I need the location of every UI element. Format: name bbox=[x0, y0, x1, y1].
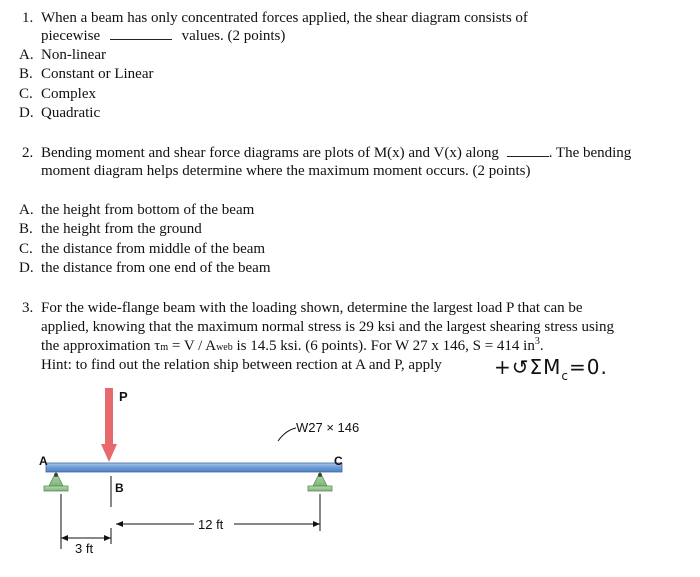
dimension-3ft-label: 3 ft bbox=[75, 541, 94, 556]
q1-line1: When a beam has only concentrated forces applied, the shear diagram consists of bbox=[41, 10, 528, 26]
beam bbox=[46, 463, 342, 472]
q1-option-a-text: Non-linear bbox=[41, 47, 106, 63]
q2-number: 2. bbox=[22, 145, 34, 161]
q1-option-c-letter: C. bbox=[19, 86, 33, 102]
q1-line2-start: piecewise bbox=[41, 28, 101, 44]
dim-12ft-arrow-right bbox=[313, 521, 320, 527]
handwritten-moment-equation bbox=[494, 355, 608, 383]
support-a-pin bbox=[44, 472, 68, 491]
q1-option-c-text: Complex bbox=[41, 86, 96, 102]
q1-option-a-letter: A. bbox=[19, 47, 34, 63]
q3-hint: Hint: to find out the relation ship between rection at A and P, apply bbox=[41, 357, 442, 373]
section-leader-line bbox=[278, 428, 296, 441]
q3-line3 bbox=[41, 337, 544, 357]
section-label: W27 × 146 bbox=[296, 420, 360, 435]
q1-answer-blank[interactable] bbox=[110, 27, 172, 40]
handwritten-main: +↺ΣM bbox=[494, 355, 562, 379]
q3-line1: For the wide-flange beam with the loading shown, determine the largest load P that can be bbox=[41, 300, 583, 316]
q2-line2: moment diagram helps determine where the maximum moment occurs. (2 points) bbox=[41, 163, 531, 179]
q1-option-b-letter: B. bbox=[19, 66, 33, 82]
q1-option-b-text: Constant or Linear bbox=[41, 66, 154, 82]
q2-option-d-letter: D. bbox=[19, 260, 34, 276]
dimension-12ft-label: 12 ft bbox=[198, 517, 224, 532]
q3-line3-b: = V / A bbox=[168, 338, 217, 354]
q2-option-c-letter: C. bbox=[19, 241, 33, 257]
dim-3ft-arrow-left bbox=[61, 535, 68, 541]
handwritten-sub: c bbox=[561, 369, 570, 383]
q2-line1 bbox=[41, 144, 631, 162]
support-c-label: C bbox=[334, 454, 343, 468]
q3-line2: applied, knowing that the maximum normal stress is 29 ksi and the largest shearing stress using bbox=[41, 319, 614, 335]
q2-line1-end: . The bending bbox=[548, 145, 632, 161]
point-b-label: B bbox=[115, 481, 124, 495]
q3-line3-sub2: web bbox=[216, 342, 233, 353]
q3-number: 3. bbox=[22, 300, 34, 316]
q2-option-c-text: the distance from middle of the beam bbox=[41, 241, 266, 257]
q1-number: 1. bbox=[22, 10, 34, 26]
q2-answer-blank[interactable] bbox=[507, 144, 549, 157]
load-label-p: P bbox=[119, 389, 128, 404]
q2-option-a-text: the height from bottom of the beam bbox=[41, 202, 255, 218]
q3-line3-a: the approximation τ bbox=[41, 338, 161, 354]
q3-line3-c: is 14.5 ksi. (6 points). For W 27 x 146, S = 414 in bbox=[232, 338, 535, 354]
q3-line3-d: . bbox=[539, 338, 544, 354]
q3-line3-sup: 3 bbox=[534, 336, 540, 347]
q1-option-d-letter: D. bbox=[19, 105, 34, 121]
q2-line1-start: Bending moment and shear force diagrams are plots of M(x) and V(x) along bbox=[41, 145, 499, 161]
dim-3ft-arrow-right bbox=[104, 535, 111, 541]
beam-diagram-svg bbox=[38, 386, 388, 562]
load-arrow-p bbox=[101, 388, 117, 462]
support-a-label: A bbox=[39, 454, 48, 468]
beam-figure bbox=[38, 386, 388, 562]
q2-option-b-text: the height from the ground bbox=[41, 221, 202, 237]
support-c-pin bbox=[308, 472, 332, 491]
q2-option-a-letter: A. bbox=[19, 202, 34, 218]
q3-line3-sub1: m bbox=[160, 342, 169, 353]
handwritten-end: =0. bbox=[569, 355, 608, 379]
q2-option-d-text: the distance from one end of the beam bbox=[41, 260, 271, 276]
q1-option-d-text: Quadratic bbox=[41, 105, 101, 121]
q2-option-b-letter: B. bbox=[19, 221, 33, 237]
dim-12ft-arrow-left bbox=[116, 521, 123, 527]
q1-line2-end: values. (2 points) bbox=[181, 28, 286, 44]
q1-line2 bbox=[41, 27, 285, 45]
